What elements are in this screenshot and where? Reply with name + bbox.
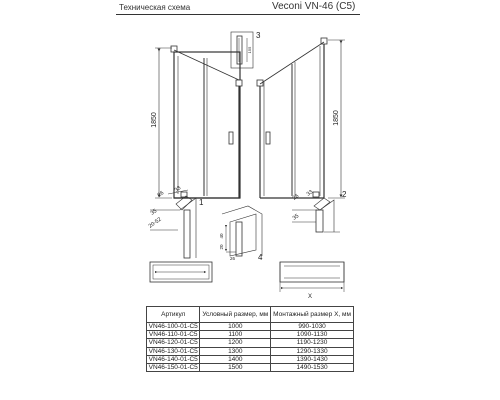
cell-nominal: 1400 xyxy=(200,355,271,363)
cell-mounting: 990-1030 xyxy=(271,323,354,331)
cell-nominal: 1200 xyxy=(200,339,271,347)
right-plan-view xyxy=(280,262,344,292)
right-door-panel xyxy=(257,38,327,198)
cell-article: VN46-120-01-C5 xyxy=(147,339,200,347)
left-height-label: 1850 xyxy=(151,112,158,128)
cell-article: VN46-100-01-C5 xyxy=(147,323,200,331)
cell-nominal: 1300 xyxy=(200,347,271,355)
detail-1-dim-c: 35 xyxy=(149,208,159,217)
size-table xyxy=(146,306,354,372)
detail-2-dim-b: 33 xyxy=(305,189,315,198)
cell-mounting: 1190-1230 xyxy=(271,339,354,347)
table-row xyxy=(147,323,354,331)
callout-4: 4 xyxy=(258,253,263,262)
table-row xyxy=(147,355,354,363)
detail-2-profile xyxy=(292,198,340,232)
detail-4-profile xyxy=(222,206,262,256)
detail-4-dim-c: 26 xyxy=(230,256,236,261)
cell-mounting: 1290-1330 xyxy=(271,347,354,355)
col-mounting-size: Монтажный размер X, мм xyxy=(271,307,354,323)
left-plan-view xyxy=(150,262,212,282)
cell-article: VN46-150-01-C5 xyxy=(147,364,200,372)
table-row xyxy=(147,364,354,372)
cell-mounting: 1490-1530 xyxy=(271,364,354,372)
callout-2: 2 xyxy=(342,190,347,199)
detail-4-dim-a: 40 xyxy=(219,233,224,239)
callout-1: 1 xyxy=(199,198,204,207)
detail-3-dimension: 155 xyxy=(247,46,252,54)
detail-1-dim-d: 20-52 xyxy=(147,216,163,230)
right-height-label: 1850 xyxy=(333,110,340,126)
cell-article: VN46-140-01-C5 xyxy=(147,355,200,363)
model-title: Veconi VN-46 (C5) xyxy=(272,1,356,12)
cell-nominal: 1100 xyxy=(200,331,271,339)
callout-3: 3 xyxy=(256,31,261,40)
detail-2-dim-c: 35 xyxy=(291,213,301,222)
detail-4-dim-b: 20 xyxy=(219,244,224,250)
table-row xyxy=(147,331,354,339)
detail-1-dim-b: 33 xyxy=(173,185,183,194)
cell-article: VN46-110-01-C5 xyxy=(147,331,200,339)
col-nominal-size: Условный размер, мм xyxy=(200,307,271,323)
cell-nominal: 1500 xyxy=(200,364,271,372)
sheet-title: Техническая схема xyxy=(119,3,191,12)
cell-mounting: 1090-1130 xyxy=(271,331,354,339)
table-row xyxy=(147,347,354,355)
left-door-panel xyxy=(171,46,242,198)
cell-article: VN46-130-01-C5 xyxy=(147,347,200,355)
plan-width-label: X xyxy=(307,294,313,300)
detail-1-dim-a: 26 xyxy=(156,190,166,199)
cell-nominal: 1000 xyxy=(200,323,271,331)
detail-2-dim-a: 26 xyxy=(291,193,301,202)
table-row xyxy=(147,339,354,347)
table-header-row xyxy=(147,307,354,323)
cell-mounting: 1390-1430 xyxy=(271,355,354,363)
col-article: Артикул xyxy=(147,307,200,323)
